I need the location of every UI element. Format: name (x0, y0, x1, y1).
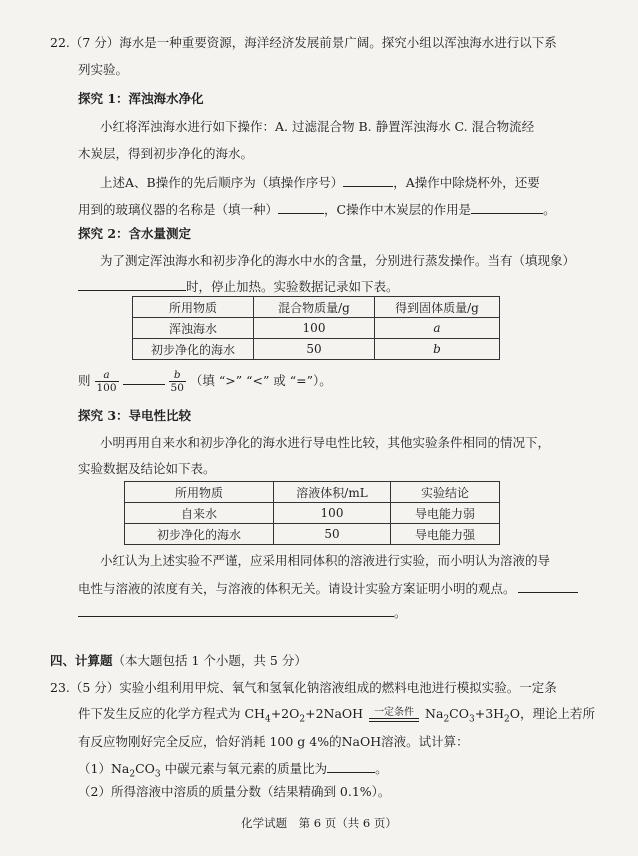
blank-order[interactable] (343, 172, 393, 187)
eq-text: +2O (270, 706, 300, 721)
q22-line1: 22.（7 分）海水是一种重要资源，海洋经济发展前景广阔。探究小组以浑浊海水进行以下系 (50, 35, 557, 50)
compare-line (78, 368, 332, 394)
table-header-row (125, 482, 500, 503)
equals-sign (369, 718, 419, 722)
page-footer: 化学试题 第 6 页（共 6 页） (241, 816, 397, 830)
p5-line1: 小红认为上述实验不严谨，应采用相同体积的溶液进行实验，而小明认为溶液的导 (100, 553, 551, 568)
table-cell: 50 (254, 339, 375, 360)
frac2-num: b (169, 369, 186, 382)
p3-line1: 为了测定浑浊海水和初步净化的海水中水的含量，分别进行蒸发操作。当有（填现象） (100, 253, 576, 268)
eq-sub: 3 (468, 714, 475, 725)
table-row (133, 339, 500, 360)
p5-end: 。 (394, 605, 407, 620)
section4-title (50, 652, 307, 670)
table-cell: 50 (274, 524, 391, 545)
table-header-cell: 混合物质量/g (254, 297, 375, 318)
eq-text: 件下发生反应的化学方程式为 CH (78, 706, 265, 721)
table-water-content (132, 296, 500, 360)
section4-title-rest: （本大题包括 1 个小题，共 5 分） (112, 653, 307, 668)
sub1-text: CO (135, 761, 155, 776)
blank-proof-continued[interactable] (78, 602, 394, 617)
part2-title: 探究 2：含水量测定 (78, 226, 192, 241)
q22-line2: 列实验。 (78, 62, 129, 77)
table-header-cell: 得到固体质量/g (375, 297, 500, 318)
part3-title: 探究 3：导电性比较 (78, 408, 192, 423)
p4-line1: 小明再用自来水和初步净化的海水进行导电性比较，其他实验条件相同的情况下， (100, 435, 551, 450)
blank-proof-start[interactable] (518, 578, 578, 593)
p2-line1 (100, 172, 540, 192)
blank-compare[interactable] (123, 372, 165, 385)
table-header-cell: 溶液体积/mL (274, 482, 391, 503)
eq-sub: 4 (264, 714, 271, 725)
table-header-row (133, 297, 500, 318)
eq-sub: 2 (443, 714, 450, 725)
table-cell: a (375, 318, 500, 339)
fraction-b-50 (169, 369, 186, 394)
p5-line2 (78, 578, 578, 598)
frac2-den: 50 (170, 382, 184, 394)
p5-line2-a: 电性与溶液的浓度有关，与溶液的体积无关。请设计实验方案证明小明的观点。 (78, 581, 516, 596)
p1-line1: 小红将浑浊海水进行如下操作：A. 过滤混合物 B. 静置浑浊海水 C. 混合物流经 (100, 119, 535, 134)
q23-sub1 (78, 758, 388, 784)
table-cell: 100 (274, 503, 391, 524)
p4-line2: 实验数据及结论如下表。 (78, 461, 216, 476)
compare-prefix: 则 (78, 373, 91, 388)
table-cell: 初步净化的海水 (125, 524, 274, 545)
reaction-condition (369, 707, 419, 722)
eq-text: CO (449, 706, 469, 721)
table-header-cell: 所用物质 (125, 482, 274, 503)
q23-line1: 23.（5 分）实验小组利用甲烷、氧气和氢氧化钠溶液组成的燃料电池进行模拟实验。一定条 (50, 680, 557, 695)
q23-line3: 有反应物刚好完全反应，恰好消耗 100 g 4%的NaOH溶液。试计算： (78, 734, 469, 749)
compare-hint: （填 “>” “<” 或 “=”）。 (189, 373, 332, 388)
sub1-sub: 3 (154, 769, 161, 780)
blank-phenomenon[interactable] (78, 276, 186, 291)
eq-text: O，理论上若所 (509, 706, 596, 721)
table-conductivity (124, 481, 500, 545)
sub1-sub: 2 (129, 769, 136, 780)
blank-mass-ratio[interactable] (327, 758, 375, 773)
eq-text: +2NaOH (305, 706, 364, 721)
p2-line2-b: ，C操作中木炭层的作用是 (324, 202, 472, 217)
p2-line2-c: 。 (543, 202, 556, 217)
q23-equation-line (78, 702, 595, 732)
table-cell: 导电能力强 (391, 524, 500, 545)
sub1-end: 。 (375, 761, 388, 776)
table-cell: 浑浊海水 (133, 318, 254, 339)
table-cell: 100 (254, 318, 375, 339)
p5-line3 (78, 602, 407, 622)
blank-charcoal-role[interactable] (471, 199, 543, 214)
p2-line2 (78, 199, 556, 219)
table-row (125, 524, 500, 545)
frac1-num: a (95, 369, 119, 382)
table-cell: 导电能力弱 (391, 503, 500, 524)
p3-line2 (78, 276, 399, 296)
table-header-cell: 实验结论 (391, 482, 500, 503)
p2-line1-b: ，A操作中除烧杯外，还要 (393, 175, 540, 190)
table-row (133, 318, 500, 339)
eq-sub: 2 (504, 714, 510, 725)
section4-title-bold: 四、计算题 (50, 653, 113, 668)
blank-glassware[interactable] (278, 199, 324, 214)
p2-line2-a: 用到的玻璃仪器的名称是（填一种） (78, 202, 279, 217)
table-cell: b (375, 339, 500, 360)
q23-sub2: （2）所得溶液中溶质的质量分数（结果精确到 0.1%）。 (78, 784, 391, 799)
condition-label: 一定条件 (374, 707, 415, 718)
sub1-text: 中碳元素与氧元素的质量比为 (160, 761, 328, 776)
eq-sub: 2 (299, 714, 306, 725)
table-cell: 初步净化的海水 (133, 339, 254, 360)
p1-line2: 木炭层，得到初步净化的海水。 (78, 146, 254, 161)
table-row (125, 503, 500, 524)
sub1-text: （1）Na (78, 761, 130, 776)
eq-text: Na (425, 706, 444, 721)
table-header-cell: 所用物质 (133, 297, 254, 318)
p3-line2-b: 时，停止加热。实验数据记录如下表。 (186, 279, 399, 294)
table-cell: 自来水 (125, 503, 274, 524)
fraction-a-100 (95, 369, 119, 394)
part1-title: 探究 1：浑浊海水净化 (78, 91, 204, 106)
eq-text: +3H (474, 706, 505, 721)
frac1-den: 100 (96, 382, 117, 394)
p2-line1-a: 上述A、B操作的先后顺序为（填操作序号） (100, 175, 344, 190)
